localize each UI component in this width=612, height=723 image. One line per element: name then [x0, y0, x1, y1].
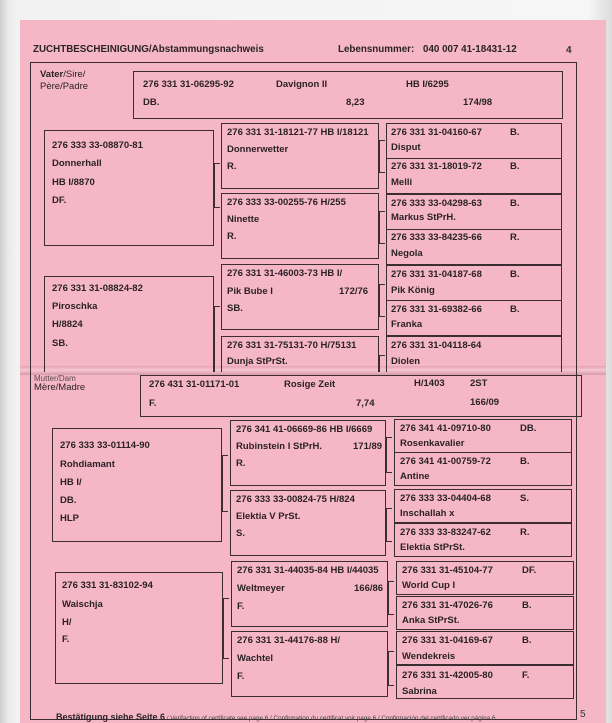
ancestor-number: 276 341 41-00759-72 — [400, 456, 491, 467]
ancestor-color: F. — [237, 601, 245, 612]
life-number-label: Lebensnummer: — [338, 44, 415, 55]
ancestor-number: 276 333 33-00255-76 H/255 — [227, 197, 346, 208]
ancestor-color: S. — [520, 493, 529, 504]
ancestor-color: R. — [227, 161, 237, 172]
ancestor-name: Dunja StPrSt. — [227, 356, 288, 367]
ancestor-color: DF. — [52, 195, 67, 206]
ancestor-color: SB. — [227, 303, 243, 314]
ancestor-color: B. — [522, 635, 532, 646]
ancestor-color: R. — [227, 231, 237, 242]
ancestor-color: R. — [520, 527, 530, 538]
ancestor-name: Anka StPrSt. — [402, 615, 460, 626]
ancestor-number: 276 333 33-83247-62 — [400, 527, 491, 538]
ancestor-number: 276 333 33-04404-68 — [400, 493, 491, 504]
ancestor-number: 276 331 31-08824-82 — [52, 283, 143, 294]
ancestor-color: B. — [522, 600, 532, 611]
ancestor-number: 276 341 41-09710-80 — [400, 423, 491, 434]
ancestor-number: 276 341 41-06669-86 HB I/6669 — [236, 424, 373, 435]
ancestor-studbook: H/ — [62, 617, 72, 628]
ancestor-studbook: HB I/8870 — [52, 177, 95, 188]
ancestor-number: 276 333 33-00824-75 H/824 — [236, 494, 355, 505]
dam-color: F. — [149, 398, 157, 409]
ancestor-number: 276 331 31-75131-70 H/75131 — [227, 340, 357, 351]
bracket-dsd — [386, 508, 392, 542]
ancestor-name: Waischja — [62, 599, 103, 610]
ancestor-code: 171/89 — [353, 441, 383, 452]
sire-number: 276 331 31-06295-92 — [143, 79, 234, 90]
ancestor-number: 276 331 31-18121-77 HB I/18121 — [227, 127, 369, 138]
ancestor-studbook: HB I/ — [60, 477, 82, 488]
dam-label-fr: Mère/Madre — [34, 382, 86, 393]
bracket-dss — [386, 437, 392, 473]
ancestor-color: R. — [510, 232, 520, 243]
ancestor-number: 276 333 33-84235-66 — [391, 232, 482, 243]
bracket-sss — [379, 140, 385, 173]
ancestor-name: Elektia V PrSt. — [236, 511, 301, 522]
bracket-ssd — [379, 211, 385, 244]
ancestor-name: Ninette — [227, 214, 260, 225]
ancestor-number: 276 331 31-18019-72 — [391, 161, 482, 172]
bracket-dd — [223, 598, 229, 659]
ancestor-color: B. — [510, 127, 520, 138]
ancestor-color: F. — [522, 670, 530, 681]
document-title: ZUCHTBESCHEINIGUNG/Abstammungsnachweis — [33, 44, 264, 55]
ancestor-name: Sabrina — [402, 686, 437, 697]
ancestor-color: B. — [510, 304, 520, 315]
ancestor-name: Inschallah x — [400, 508, 455, 519]
ancestor-number: 276 331 31-04118-64 — [391, 340, 482, 351]
ancestor-name: Franka — [391, 319, 423, 330]
ancestor-name: Wachtel — [237, 653, 274, 664]
sire-color: DB. — [143, 97, 160, 108]
ancestor-name: Rohdiamant — [60, 459, 115, 470]
bracket-sd — [214, 306, 220, 372]
ancestor-number: 276 331 31-04187-68 — [391, 269, 482, 280]
bracket-sdd — [379, 355, 385, 372]
bracket-ddd — [388, 651, 394, 686]
ancestor-number: 276 331 31-47026-76 — [402, 600, 493, 611]
ancestor-color: DB. — [520, 423, 537, 434]
ancestor-name: Rosenkavalier — [400, 438, 465, 449]
ancestor-code: 166/86 — [354, 583, 384, 594]
ancestor-number: 276 333 33-08870-81 — [52, 140, 143, 151]
ancestor-color: B. — [520, 456, 530, 467]
ancestor-name: Rubinstein I StPrH. — [236, 441, 323, 452]
ancestor-name: Markus StPrH. — [391, 212, 456, 223]
ancestor-name: Wendekreis — [402, 651, 456, 662]
ancestor-name: World Cup I — [402, 580, 456, 591]
ancestor-name: Donnerwetter — [227, 144, 289, 155]
ancestor-name: Diolen — [391, 356, 421, 367]
ancestor-number: 276 331 31-44176-88 H/ — [237, 635, 340, 646]
ancestor-color: DF. — [522, 565, 537, 576]
ancestor-studbook: H/8824 — [52, 319, 83, 330]
ancestor-name: Elektia StPrSt. — [400, 542, 465, 553]
ancestor-number: 276 331 31-42005-80 — [402, 670, 493, 681]
ancestor-name: Antine — [400, 471, 430, 482]
ancestor-color: B. — [510, 269, 520, 280]
dam-label: Mutter/Dam — [34, 374, 76, 383]
ancestor-color: F. — [237, 671, 245, 682]
ancestor-number: 276 331 31-45104-77 — [402, 565, 493, 576]
dam-studbook: H/1403 — [414, 378, 445, 389]
sire-studbook: HB I/6295 — [406, 79, 449, 90]
dam-code: 166/09 — [470, 397, 500, 408]
ancestor-number: 276 331 31-44035-84 HB I/44035 — [237, 565, 379, 576]
ancestor-name: Pik Bube I — [227, 286, 273, 297]
ancestor-name: Piroschka — [52, 301, 98, 312]
dam-number: 276 431 31-01171-01 — [149, 379, 240, 390]
ancestor-name: Melli — [391, 177, 413, 188]
ancestor-number: 276 333 33-01114-90 — [60, 440, 150, 451]
ancestor-name: Donnerhall — [52, 158, 102, 169]
ancestor-name: Weltmeyer — [237, 583, 285, 594]
page-number-bottom: 5 — [580, 709, 586, 720]
bracket-sds — [379, 284, 385, 317]
ancestor-color: B. — [510, 161, 520, 172]
ancestor-code: 172/76 — [339, 286, 369, 297]
bracket-dds — [388, 581, 394, 615]
ancestor-extra: HLP — [60, 513, 79, 524]
ancestor-number: 276 331 31-04169-67 — [402, 635, 493, 646]
dam-name: Rosige Zeit — [284, 379, 336, 390]
life-number: 040 007 41-18431-12 — [423, 44, 517, 55]
ancestor-number: 276 331 31-46003-73 HB I/ — [227, 268, 343, 279]
sire-code: 174/98 — [463, 97, 493, 108]
ancestor-color: S. — [236, 528, 245, 539]
sire-label: Vater/Sire/ — [40, 69, 86, 80]
footer-note: Bestätigung siehe Seite 6 / Verifaction of certificate see page 6 / Confirmation du certificat voir page 6 / Confirmación del certificado ver página 6 — [56, 712, 496, 722]
ancestor-color: SB. — [52, 338, 68, 349]
sire-name: Davignon II — [276, 79, 328, 90]
ancestor-color: R. — [236, 458, 246, 469]
ancestor-name: Negola — [391, 248, 423, 259]
dam-score: 7,74 — [356, 398, 375, 409]
ancestor-color: F. — [62, 634, 70, 645]
ancestor-number: 276 333 33-04298-63 — [391, 198, 482, 209]
dam-code-2: 2ST — [470, 378, 488, 389]
bracket-ss — [214, 163, 220, 208]
sire-score: 8,23 — [346, 97, 365, 108]
ancestor-color: DB. — [60, 495, 77, 506]
bracket-ds — [222, 455, 228, 512]
ancestor-number: 276 331 31-83102-94 — [62, 580, 153, 591]
ancestor-number: 276 331 31-69382-66 — [391, 304, 482, 315]
ancestor-name: Disput — [391, 142, 421, 153]
ancestor-color: B. — [510, 198, 520, 209]
ancestor-number: 276 331 31-04160-67 — [391, 127, 482, 138]
ancestor-name: Pik König — [391, 285, 435, 296]
sire-label-fr: Père/Padre — [40, 81, 89, 92]
page-number-top: 4 — [566, 45, 572, 56]
